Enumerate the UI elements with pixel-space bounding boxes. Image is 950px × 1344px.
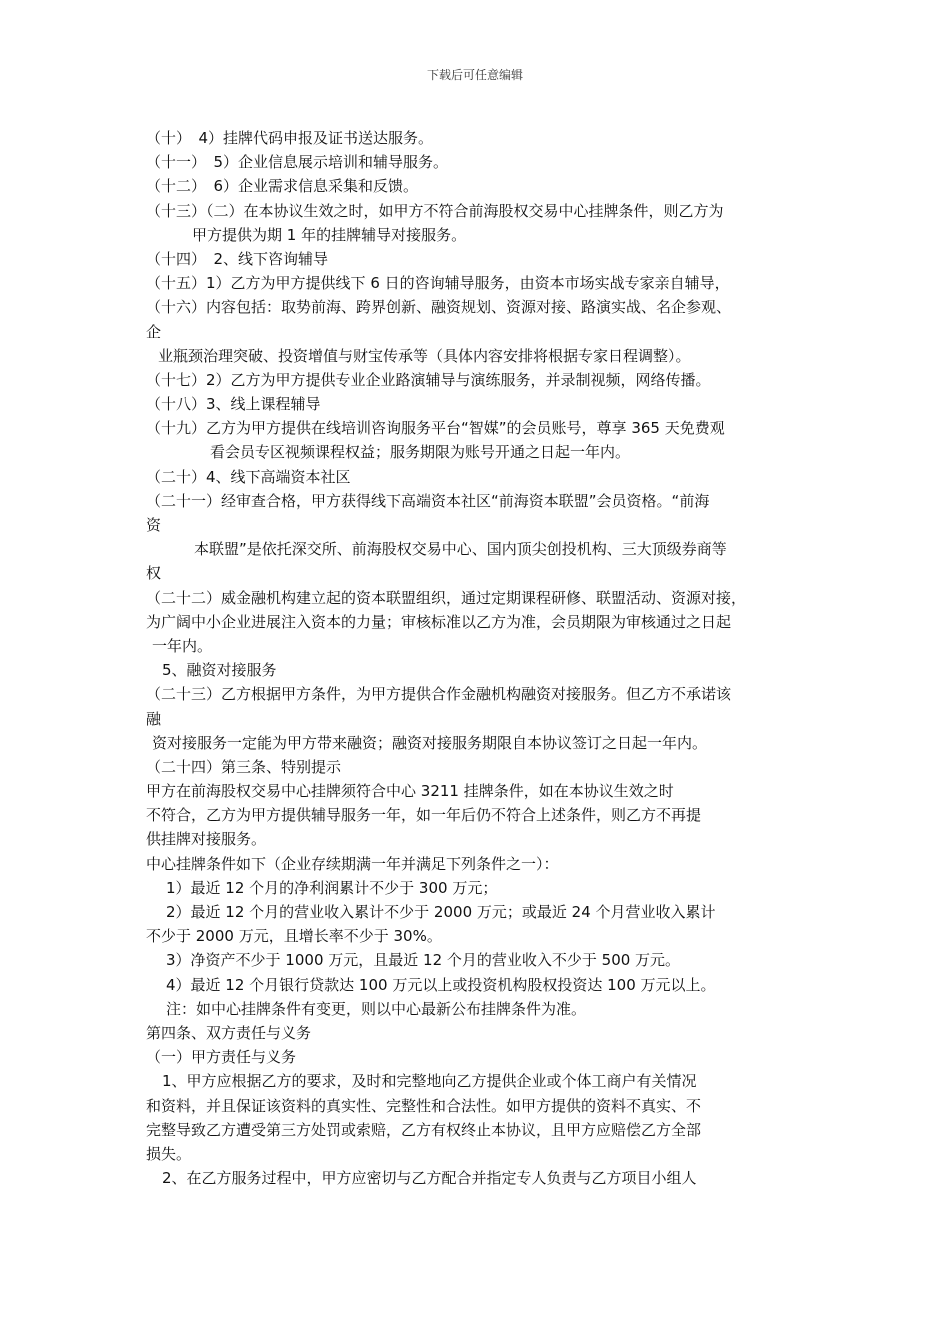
text-line: （二十四）第三条、特别提示 bbox=[146, 757, 342, 776]
text-line: 权 bbox=[146, 564, 162, 583]
text-line: 注：如中心挂牌条件有变更，则以中心最新公布挂牌条件为准。 bbox=[166, 999, 587, 1018]
text-line: 1）最近 12 个月的净利润累计不少于 300 万元； bbox=[166, 878, 498, 897]
text-line: 损失。 bbox=[146, 1144, 192, 1163]
text-line: （二十二）威金融机构建立起的资本联盟组织，通过定期课程研修、联盟活动、资源对接， bbox=[146, 588, 747, 607]
text-line: 3）净资产不少于 1000 万元，且最近 12 个月的营业收入不少于 500 万元。 bbox=[166, 951, 681, 970]
text-line: 完整导致乙方遭受第三方处罚或索赔，乙方有权终止本协议，且甲方应赔偿乙方全部 bbox=[146, 1120, 702, 1139]
text-line: 1、甲方应根据乙方的要求，及时和完整地向乙方提供企业或个体工商户有关情况 bbox=[162, 1072, 697, 1091]
page-header: 下载后可任意编辑 bbox=[426, 68, 523, 82]
text-line: （十五）1）乙方为甲方提供线下 6 日的咨询辅导服务，由资本市场实战专家亲自辅导， bbox=[146, 274, 730, 293]
text-line: 资 bbox=[146, 516, 162, 534]
text-line: （十九）乙方为甲方提供在线培训咨询服务平台“智媒”的会员账号，尊享 365 天免费观 bbox=[146, 419, 725, 438]
text-line: （二十）4、线下高端资本社区 bbox=[146, 467, 351, 486]
text-line: （一）甲方责任与义务 bbox=[146, 1048, 297, 1067]
text-line: （十八）3、线上课程辅导 bbox=[146, 395, 321, 414]
text-line: 不少于 2000 万元，且增长率不少于 30%。 bbox=[146, 927, 442, 946]
text-line: （十七）2）乙方为甲方提供专业企业路演辅导与演练服务，并录制视频，网络传播。 bbox=[146, 370, 711, 389]
text-line: 2）最近 12 个月的营业收入累计不少于 2000 万元；或最近 24 个月营业收入累计 bbox=[166, 903, 716, 921]
text-line: 资对接服务一定能为甲方带来融资；融资对接服务期限自本协议签订之日起一年内。 bbox=[152, 733, 708, 752]
text-line: （二十一）经审查合格，甲方获得线下高端资本社区“前海资本联盟”会员资格。“前海 bbox=[146, 491, 710, 510]
text-line: 业瓶颈治理突破、投资增值与财宝传承等（具体内容安排将根据专家日程调整）。 bbox=[158, 346, 691, 365]
text-line: （十三）（二）在本协议生效之时，如甲方不符合前海股权交易中心挂牌条件，则乙方为 bbox=[146, 201, 724, 220]
text-line: 甲方在前海股权交易中心挂牌须符合中心 3211 挂牌条件，如在本协议生效之时 bbox=[146, 782, 674, 801]
text-line: 5、融资对接服务 bbox=[162, 661, 277, 680]
text-line: （十四） 2、线下咨询辅导 bbox=[146, 249, 329, 268]
text-line: 第四条、双方责任与义务 bbox=[146, 1023, 312, 1042]
text-line: （十一） 5）企业信息展示培训和辅导服务。 bbox=[146, 153, 449, 172]
text-line: 看会员专区视频课程权益；服务期限为账号开通之日起一年内。 bbox=[210, 443, 631, 462]
document-body bbox=[146, 126, 836, 1190]
text-line: 不符合，乙方为甲方提供辅导服务一年，如一年后仍不符合上述条件，则乙方不再提 bbox=[146, 806, 702, 825]
text-line: 企 bbox=[146, 322, 162, 341]
text-line: （十） 4）挂牌代码申报及证书送达服务。 bbox=[146, 129, 434, 147]
text-line: 供挂牌对接服务。 bbox=[146, 830, 267, 849]
text-line: 一年内。 bbox=[152, 636, 213, 655]
text-line: 为广阔中小企业进展注入资本的力量；审核标准以乙方为准，会员期限为审核通过之日起 bbox=[146, 612, 732, 631]
text-line: （十二） 6）企业需求信息采集和反馈。 bbox=[146, 177, 419, 196]
text-line: （十六）内容包括：取势前海、跨界创新、融资规划、资源对接、路演实战、名企参观、 bbox=[146, 298, 732, 317]
text-line: 和资料，并且保证该资料的真实性、完整性和合法性。如甲方提供的资料不真实、不 bbox=[146, 1096, 702, 1115]
text-line: 融 bbox=[146, 709, 162, 728]
text-line: 2、在乙方服务过程中，甲方应密切与乙方配合并指定专人负责与乙方项目小组人 bbox=[162, 1169, 697, 1188]
text-line: 中心挂牌条件如下（企业存续期满一年并满足下列条件之一）： bbox=[146, 854, 559, 873]
text-line: 4）最近 12 个月银行贷款达 100 万元以上或投资机构股权投资达 100 万元以上。 bbox=[166, 975, 716, 994]
text-line: 甲方提供为期 1 年的挂牌辅导对接服务。 bbox=[192, 225, 467, 244]
text-line: 本联盟”是依托深交所、前海股权交易中心、国内顶尖创投机构、三大顶级券商等 bbox=[194, 540, 727, 559]
text-line: （二十三）乙方根据甲方条件，为甲方提供合作金融机构融资对接服务。但乙方不承诺该 bbox=[146, 685, 732, 704]
